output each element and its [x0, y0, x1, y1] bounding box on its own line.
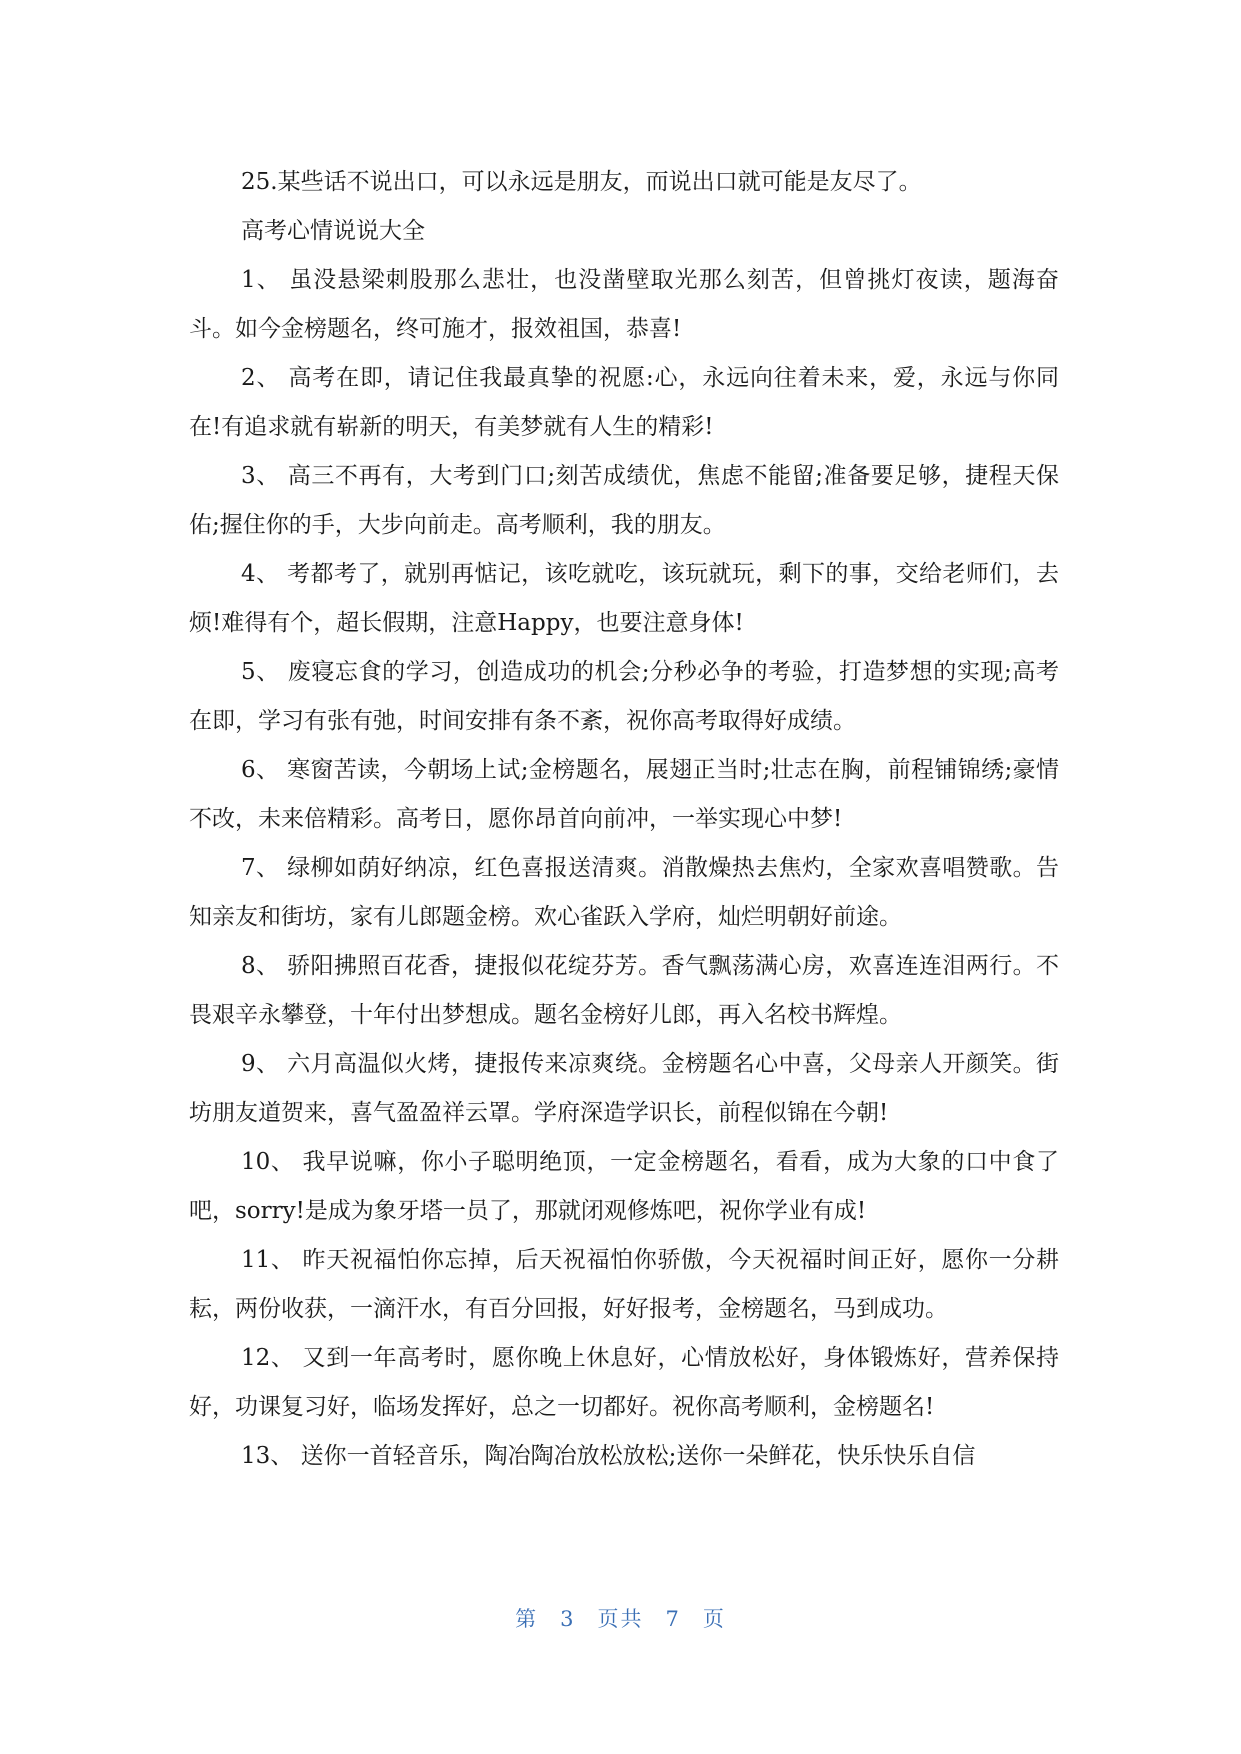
current-page-number: 3 [560, 1607, 576, 1631]
paragraph: 1、 虽没悬梁刺股那么悲壮，也没凿壁取光那么刻苦，但曾挑灯夜读，题海奋斗。如今金榜题名，终可施才，报效祖国，恭喜! [189, 267, 1059, 342]
paragraph: 7、 绿柳如荫好纳凉，红色喜报送清爽。消散燥热去焦灼，全家欢喜唱赞歌。告知亲友和街坊，家有儿郎题金榜。欢心雀跃入学府，灿烂明朝好前途。 [189, 855, 1059, 930]
total-pages-number: 7 [665, 1607, 681, 1631]
paragraph: 6、 寒窗苦读，今朝场上试;金榜题名，展翅正当时;壮志在胸，前程铺锦绣;豪情不改，未来倍精彩。高考日，愿你昂首向前冲，一举实现心中梦! [189, 757, 1059, 832]
paragraph: 5、 废寝忘食的学习，创造成功的机会;分秒必争的考验，打造梦想的实现;高考在即，学习有张有弛，时间安排有条不紊，祝你高考取得好成绩。 [189, 659, 1059, 734]
paragraph: 25.某些话不说出口，可以永远是朋友，而说出口就可能是友尽了。 [241, 169, 922, 195]
section-heading: 高考心情说说大全 [241, 218, 425, 244]
paragraph: 12、 又到一年高考时，愿你晚上休息好，心情放松好，身体锻炼好，营养保持好，功课复习好，临场发挥好，总之一切都好。祝你高考顺利，金榜题名! [189, 1345, 1059, 1420]
document-body [189, 158, 1059, 1481]
paragraph: 4、 考都考了，就别再惦记，该吃就吃，该玩就玩，剩下的事，交给老师们，去烦!难得有个，超长假期，注意Happy，也要注意身体! [189, 561, 1059, 636]
footer-middle: 页共 [597, 1607, 644, 1631]
paragraph: 11、 昨天祝福怕你忘掉，后天祝福怕你骄傲，今天祝福时间正好，愿你一分耕耘，两份收获，一滴汗水，有百分回报，好好报考，金榜题名，马到成功。 [189, 1247, 1059, 1322]
paragraph: 13、 送你一首轻音乐，陶冶陶冶放松放松;送你一朵鲜花，快乐快乐自信 [241, 1443, 976, 1469]
footer-suffix: 页 [702, 1607, 726, 1631]
footer-prefix: 第 [515, 1607, 539, 1631]
page-footer [0, 1603, 1241, 1633]
paragraph: 10、 我早说嘛，你小子聪明绝顶，一定金榜题名，看看，成为大象的口中食了吧，sorry!是成为象牙塔一员了，那就闭观修炼吧，祝你学业有成! [189, 1149, 1059, 1224]
paragraph: 2、 高考在即，请记住我最真挚的祝愿:心，永远向往着未来，爱，永远与你同在!有追求就有崭新的明天，有美梦就有人生的精彩! [189, 365, 1059, 440]
paragraph: 3、 高三不再有，大考到门口;刻苦成绩优，焦虑不能留;准备要足够，捷程天保佑;握住你的手，大步向前走。高考顺利，我的朋友。 [189, 463, 1059, 538]
paragraph: 9、 六月高温似火烤，捷报传来凉爽绕。金榜题名心中喜，父母亲人开颜笑。街坊朋友道贺来，喜气盈盈祥云罩。学府深造学识长，前程似锦在今朝! [189, 1051, 1059, 1126]
paragraph: 8、 骄阳拂照百花香，捷报似花绽芬芳。香气飘荡满心房，欢喜连连泪两行。不畏艰辛永攀登，十年付出梦想成。题名金榜好儿郎，再入名校书辉煌。 [189, 953, 1059, 1028]
